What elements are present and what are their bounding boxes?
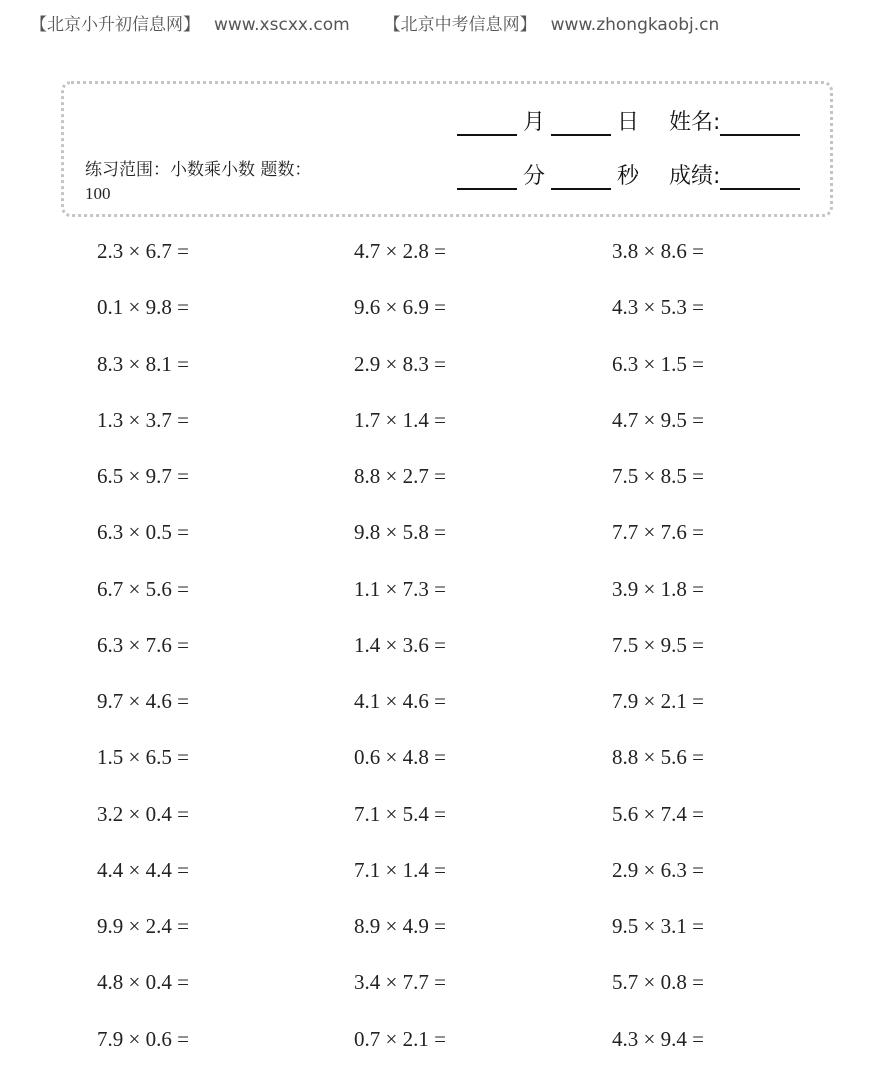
problem-item: 1.4 × 3.6 = bbox=[354, 632, 446, 657]
problem-item: 3.8 × 8.6 = bbox=[612, 239, 704, 263]
problem-item: 7.1 × 5.4 = bbox=[354, 801, 446, 826]
site-header bbox=[30, 10, 719, 35]
problem-item: 2.9 × 8.3 = bbox=[354, 351, 446, 376]
problem-item: 8.9 × 4.9 = bbox=[354, 914, 446, 938]
problem-item: 7.5 × 8.5 = bbox=[612, 464, 704, 488]
problem-item: 4.8 × 0.4 = bbox=[97, 970, 189, 995]
score-label: 成绩: bbox=[669, 164, 721, 189]
problem-item: 7.1 × 1.4 = bbox=[354, 857, 446, 882]
problem-item: 0.7 × 2.1 = bbox=[354, 1026, 446, 1051]
minute-blank[interactable] bbox=[457, 166, 517, 190]
problem-item: 5.6 × 7.4 = bbox=[612, 801, 704, 826]
left-site-name: 【北京小升初信息网】 bbox=[30, 15, 200, 35]
problem-item: 1.7 × 1.4 = bbox=[354, 407, 446, 432]
date-name-row bbox=[457, 110, 800, 136]
problem-item: 7.5 × 9.5 = bbox=[612, 632, 704, 657]
day-blank[interactable] bbox=[551, 112, 611, 136]
count-label: 题数： bbox=[260, 160, 312, 180]
problem-item: 6.7 × 5.6 = bbox=[97, 576, 189, 601]
problem-item: 4.7 × 2.8 = bbox=[354, 239, 446, 263]
minute-label: 分 bbox=[523, 164, 546, 189]
problem-item: 5.7 × 0.8 = bbox=[612, 970, 704, 995]
problem-item: 7.9 × 2.1 = bbox=[612, 689, 704, 713]
problem-item: 9.8 × 5.8 = bbox=[354, 520, 446, 545]
score-blank[interactable] bbox=[720, 166, 800, 190]
practice-range bbox=[85, 158, 365, 206]
time-score-row bbox=[457, 164, 800, 190]
problem-item: 9.9 × 2.4 = bbox=[97, 914, 189, 938]
problem-item: 7.7 × 7.6 = bbox=[612, 520, 704, 545]
second-label: 秒 bbox=[617, 164, 640, 189]
problem-item: 1.1 × 7.3 = bbox=[354, 576, 446, 601]
left-site-url[interactable]: www.xscxx.com bbox=[214, 15, 350, 35]
problem-item: 8.8 × 2.7 = bbox=[354, 464, 446, 488]
problem-item: 9.6 × 6.9 = bbox=[354, 295, 446, 320]
count-value: 100 bbox=[85, 184, 111, 203]
problem-item: 3.4 × 7.7 = bbox=[354, 970, 446, 995]
problem-item: 7.9 × 0.6 = bbox=[97, 1026, 189, 1051]
problem-item: 2.9 × 6.3 = bbox=[612, 857, 704, 882]
problem-item: 1.3 × 3.7 = bbox=[97, 407, 189, 432]
month-blank[interactable] bbox=[457, 112, 517, 136]
problem-item: 6.3 × 7.6 = bbox=[97, 632, 189, 657]
day-label: 日 bbox=[617, 110, 640, 135]
name-label: 姓名: bbox=[669, 110, 721, 135]
problem-item: 6.3 × 1.5 = bbox=[612, 351, 704, 376]
problem-item: 4.3 × 5.3 = bbox=[612, 295, 704, 320]
problem-item: 8.3 × 8.1 = bbox=[97, 351, 189, 376]
problem-item: 4.4 × 4.4 = bbox=[97, 857, 189, 882]
problem-item: 0.6 × 4.8 = bbox=[354, 745, 446, 770]
month-label: 月 bbox=[523, 110, 546, 135]
right-site-name: 【北京中考信息网】 bbox=[383, 15, 537, 35]
problem-item: 9.5 × 3.1 = bbox=[612, 914, 704, 938]
name-blank[interactable] bbox=[720, 112, 800, 136]
right-site-url[interactable]: www.zhongkaobj.cn bbox=[550, 15, 720, 35]
problem-item: 4.1 × 4.6 = bbox=[354, 689, 446, 713]
problem-item: 6.5 × 9.7 = bbox=[97, 464, 189, 488]
problem-item: 4.3 × 9.4 = bbox=[612, 1026, 704, 1051]
problem-item: 9.7 × 4.6 = bbox=[97, 689, 189, 713]
problem-item: 3.9 × 1.8 = bbox=[612, 576, 704, 601]
problem-item: 4.7 × 9.5 = bbox=[612, 407, 704, 432]
problem-item: 1.5 × 6.5 = bbox=[97, 745, 189, 770]
range-label: 练习范围：小数乘小数 bbox=[85, 160, 255, 180]
problem-item: 0.1 × 9.8 = bbox=[97, 295, 189, 320]
problem-item: 3.2 × 0.4 = bbox=[97, 801, 189, 826]
problem-item: 8.8 × 5.6 = bbox=[612, 745, 704, 770]
problem-item: 6.3 × 0.5 = bbox=[97, 520, 189, 545]
second-blank[interactable] bbox=[551, 166, 611, 190]
problem-item: 2.3 × 6.7 = bbox=[97, 239, 189, 263]
